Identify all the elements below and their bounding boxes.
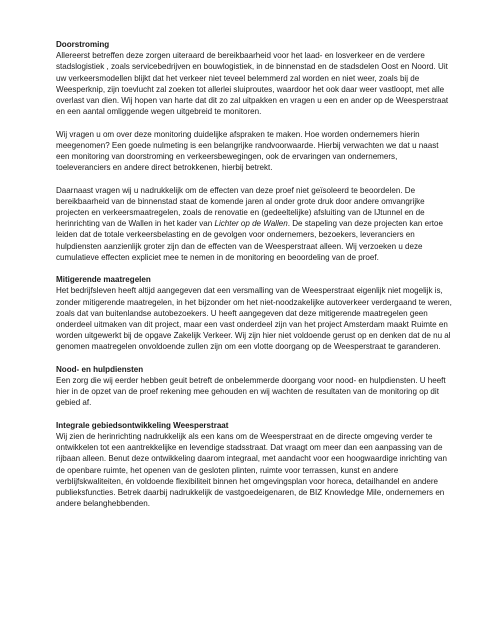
paragraph-gap	[56, 409, 452, 420]
section-heading-mitigerende: Mitigerende maatregelen	[56, 275, 151, 285]
section-heading-integrale: Integrale gebiedsontwikkeling Weesperstraat	[56, 420, 229, 430]
paragraph-doorstroming-2: Wij vragen u om over deze monitoring duidelijke afspraken te maken. Hoe worden ondernemers hierin meegenomen? Een goede nulmeting is een belangrijke randvoorwaarde. Hierbij verwachten we dat u naast een monitoring van doorstroming en verkeersbewegingen, ook de ervaringen van ondernemers, toeleveranciers en andere direct betrokkenen, hierbij betrekt.	[56, 129, 439, 173]
paragraph-gap	[56, 117, 452, 128]
document-page	[56, 39, 452, 509]
paragraph-doorstroming-3	[56, 185, 452, 263]
paragraph-doorstroming-1: Allereerst betreffen deze zorgen uiteraard de bereikbaarheid voor het laad- en losverkeer en de verdere stadslogistiek , zoals servicebedrijven en bouwlogistiek, in de binnenstad en de stadsdelen Oost en Noord. Uit uw verkeersmodellen blijkt dat het verkeer niet teveel belemmerd zal worden en niet weer, zoals bij de Weesperknip, zijn toevlucht zal zoeken tot allerlei sluiproutes, waardoor het ook daar weer vastloopt, met alle overlast van dien. Wij hopen van harte dat dit zo zal uitpakken en vragen u een en ander op de Weesperstraat en een aantal omliggende wegen uitgebreid te monitoren.	[56, 51, 449, 117]
paragraph-text: . De stapeling van deze projecten kan ertoe leiden dat de totale verkeersbelasting en de gevolgen voor ondernemers, bezoekers, leveranciers en hulpdiensten aanzienlijk groter zijn dan de effecten van de Weesperstraat alleen. Wij verzoeken u deze cumulatieve effecten expliciet mee te nemen in de monitoring en beoordeling van de proef.	[56, 219, 443, 262]
paragraph-nood-1: Een zorg die wij eerder hebben geuit betreft de onbelemmerde doorgang voor nood- en hulpdiensten. U heeft hier in de opzet van de proef rekening mee gehouden en wij wachten de resultaten van de monitoring op dit gebied af.	[56, 376, 446, 408]
section-heading-doorstroming: Doorstroming	[56, 40, 110, 49]
italic-project-name: Lichter op de Wallen	[214, 219, 288, 229]
paragraph-gap	[56, 353, 452, 364]
paragraph-integrale-1: Wij zien de herinrichting nadrukkelijk als een kans om de Weesperstraat en de directe omgeving verder te ontwikkelen tot een aantrekkelijke en levendige stadsstraat. Dat vraagt om meer dan een aanpassing van de rijbaan alleen. Benut deze ontwikkeling daarom integraal, met aandacht voor een hoogwaardige inrichting van de openbare ruimte, het openen van de gesloten plinten, ruimte voor terrassen, kunst en andere verblijfskwaliteiten, én voldoende flexibiliteit binnen het omgevingsplan voor horeca, detailhandel en andere publieksfuncties. Betrek daarbij nadrukkelijk de vastgoedeigenaren, de BIZ Knowledge Mile, ondernemers en andere belanghebbenden.	[56, 432, 447, 509]
paragraph-gap	[56, 173, 452, 184]
paragraph-text: Daarnaast vragen wij u nadrukkelijk om de effecten van deze proef niet geïsoleerd te beoordelen. De bereikbaarheid van de binnenstad staat de komende jaren al onder grote druk door andere omvangrijke projecten en verkeersmaatregelen, zoals de renovatie en (gedeeltelijke) afsluiting van de IJtunnel en de herinrichting van de Wallen in het kader van	[56, 185, 425, 229]
paragraph-mitigerende-1: Het bedrijfsleven heeft altijd aangegeven dat een versmalling van de Weesperstraat eigenlijk niet mogelijk is, zonder mitigerende maatregelen, in het bijzonder om het niet-noodzakelijke autoverkeer verdergaand te weren, zoals dat van buitenlandse autobezoekers. U heeft aangegeven dat deze mitigerende maatregelen geen onderdeel uitmaken van dit project, maar een vast onderdeel zijn van het project Amsterdam maakt Ruimte en worden uitgewerkt bij de opgave Zakelijk Verkeer. Wij zijn hier niet voldoende gerust op en denken dat de nu al genomen maatregelen onvoldoende zullen zijn om een vlotte doorgang op de Weesperstraat te garanderen.	[56, 286, 452, 352]
paragraph-gap	[56, 263, 452, 274]
section-heading-nood: Nood- en hulpdiensten	[56, 364, 144, 374]
